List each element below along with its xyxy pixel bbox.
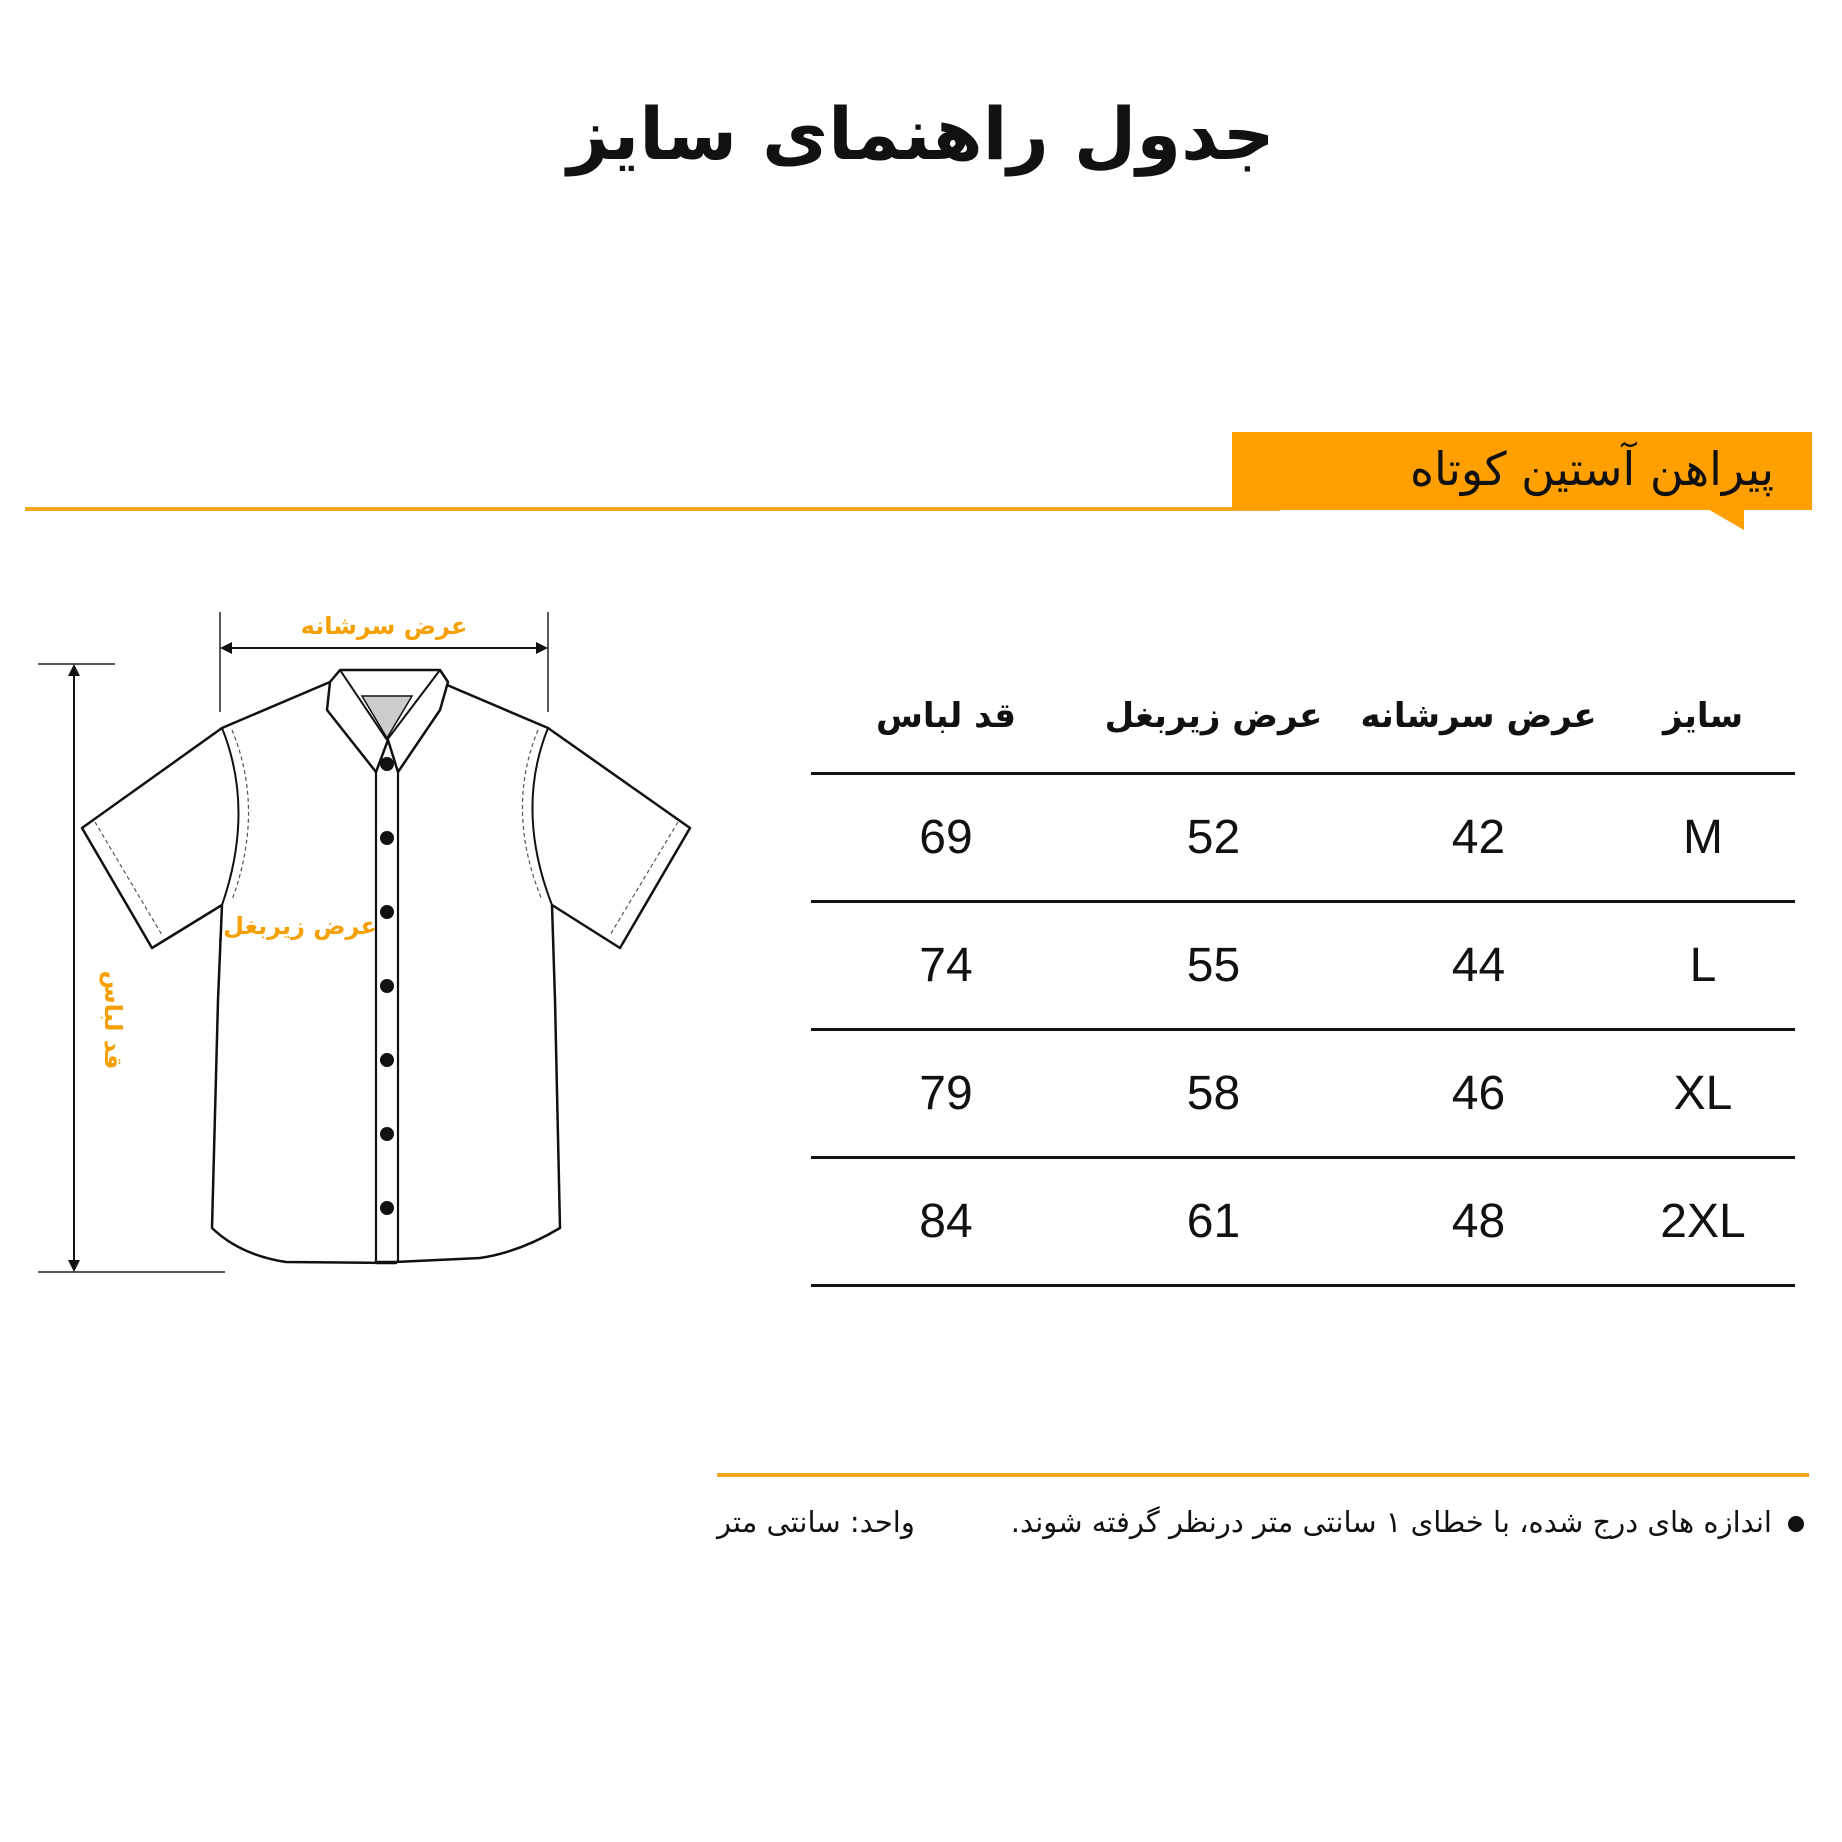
cell-chest: 52 [1186, 811, 1241, 864]
footer-divider [717, 1473, 1809, 1477]
table-row [811, 900, 1795, 1028]
section-banner-label: پیراهن آستین کوتاه [1409, 442, 1774, 496]
table-row [811, 1028, 1795, 1156]
cell-shoulder: 42 [1451, 811, 1506, 864]
table-row [811, 1156, 1795, 1287]
cell-shoulder: 44 [1451, 939, 1506, 992]
banner-tail [1706, 508, 1744, 530]
cell-length: 79 [919, 1067, 973, 1120]
header-shoulder: عرض سرشانه [1360, 696, 1597, 736]
header-size: سایز [1662, 696, 1744, 736]
cell-size: XL [1673, 1067, 1733, 1120]
section-divider [25, 507, 1280, 511]
footer-note: اندازه های درج شده، با خطای ۱ سانتی متر درنظر گرفته شوند. [1010, 1505, 1772, 1539]
table-row [811, 772, 1795, 900]
cell-chest: 55 [1186, 939, 1241, 992]
section-banner [1232, 432, 1812, 510]
cell-length: 69 [919, 811, 973, 864]
cell-chest: 61 [1186, 1195, 1241, 1248]
cell-length: 84 [919, 1195, 973, 1248]
shirt-diagram [0, 560, 720, 1300]
cell-chest: 58 [1186, 1067, 1241, 1120]
unit-label: واحد: سانتی متر [717, 1505, 915, 1539]
cell-size: M [1683, 811, 1723, 864]
page-title: جدول راهنمای سایز [567, 92, 1275, 176]
size-table [811, 660, 1795, 1287]
cell-length: 74 [919, 939, 973, 992]
shoulder-label: عرض سرشانه [300, 612, 468, 640]
cell-size: 2XL [1660, 1195, 1746, 1248]
header-chest: عرض زیربغل [1104, 696, 1323, 736]
chest-label: عرض زیربغل [223, 912, 377, 940]
table-header [811, 660, 1795, 772]
bullet-icon [1788, 1516, 1804, 1532]
cell-shoulder: 48 [1451, 1195, 1506, 1248]
cell-shoulder: 46 [1451, 1067, 1506, 1120]
length-label: قد لباس [99, 970, 127, 1070]
cell-size: L [1689, 939, 1717, 992]
header-length: قد لباس [875, 696, 1017, 736]
